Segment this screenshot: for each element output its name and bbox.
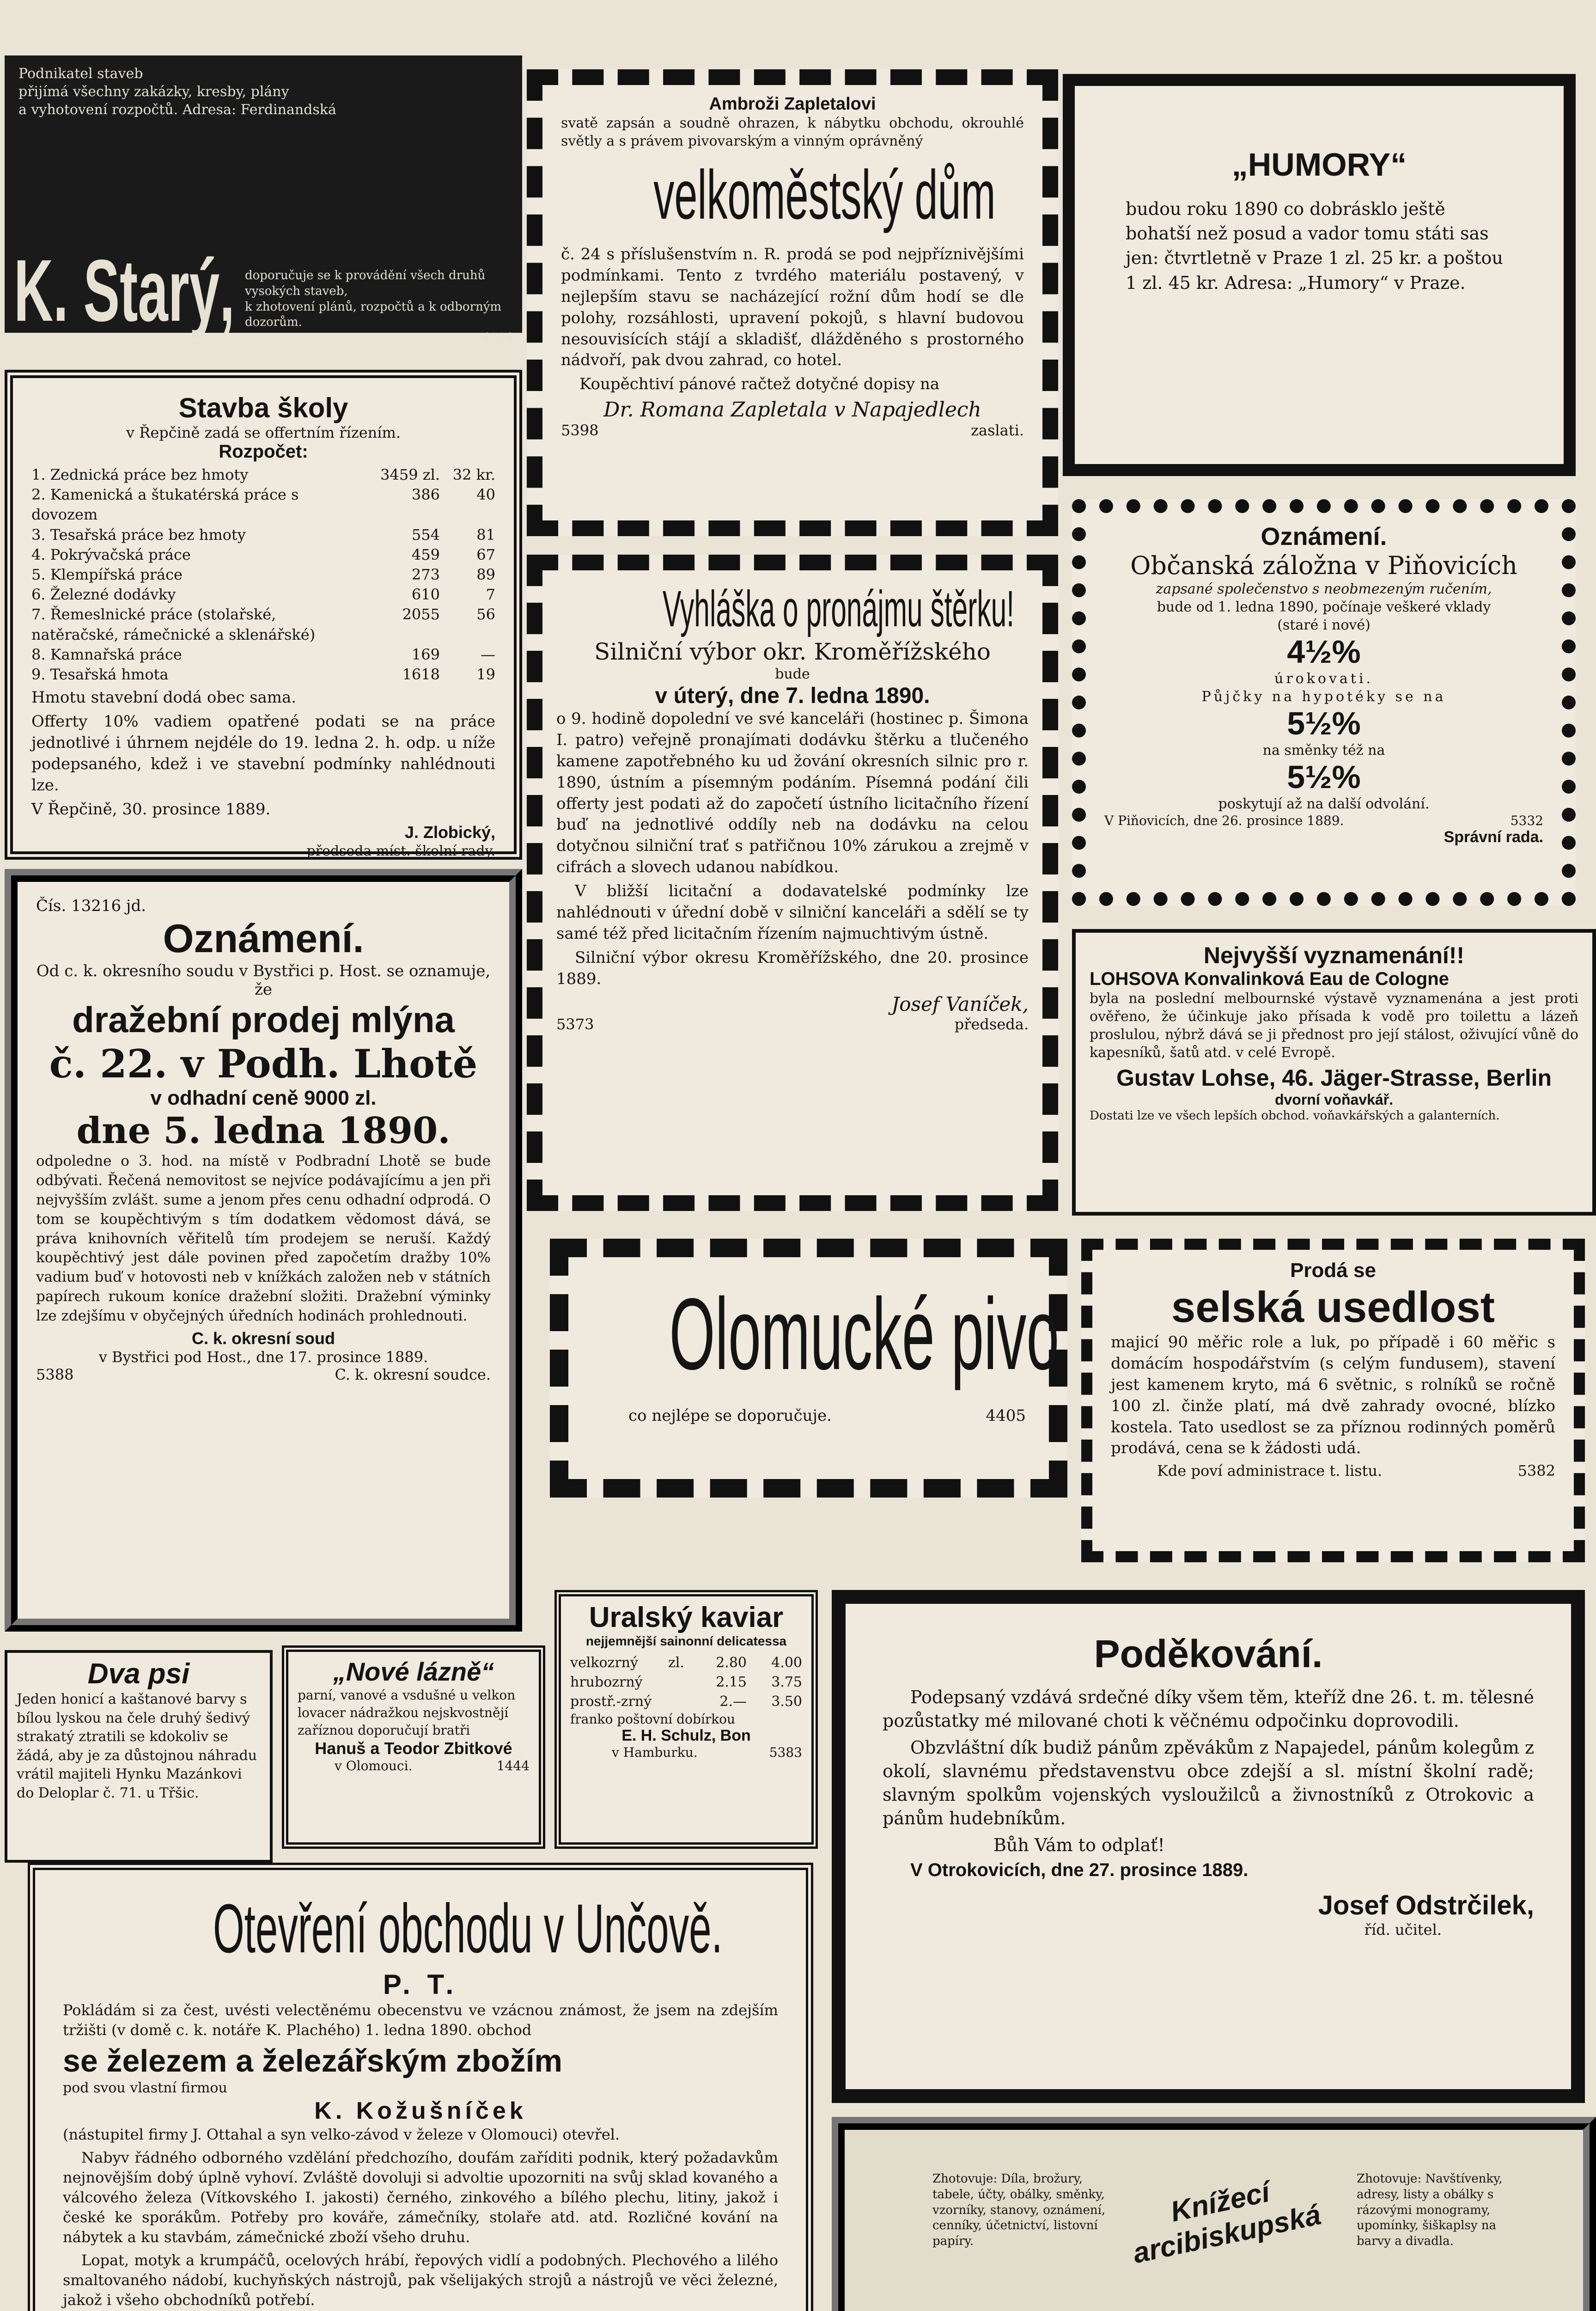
savings-rate: 5½% — [1287, 705, 1361, 741]
top-left-code: 4204 — [482, 331, 513, 345]
savings-line: poskytují až na další odvolání. — [1218, 796, 1430, 812]
budget-zl: 386 — [411, 486, 440, 504]
caviar-price: 2.— — [719, 1694, 747, 1710]
mill-place: č. 22. v Podh. Lhotě — [49, 1041, 478, 1087]
house-sender: Dr. Romana Zapletala v Napajedlech — [603, 398, 981, 422]
dogs-title: Dva psi — [87, 1658, 190, 1690]
budget-zl: 554 — [411, 526, 440, 544]
budget-kr: 56 — [476, 605, 495, 624]
caviar-price: 3.50 — [771, 1694, 802, 1710]
farm-where: Kde poví administrace t. listu. — [1157, 1462, 1383, 1480]
caviar-franko: franko poštovní dobírkou — [570, 1712, 736, 1727]
house-text: č. 24 s příslušenstvím n. R. prodá se pod nejpříznivějšími podmínkami. Tento z tvrdého materiálu postavený, v nejlepším stavu se nacházející rožní dům hodí se dle polohy, rozsáhlosti, upravení pokojů, s hlavní budovou nesouvisících stájí a skladišť, dlážděného s prostorného nádvoří, pak dvou zahrad, co hotel. — [561, 245, 1024, 370]
house-sender-note: zaslati. — [971, 422, 1024, 440]
school-place: V Řepčině, 30. prosince 1889. — [31, 800, 271, 819]
beer-ad — [550, 1239, 1067, 1498]
farm-title: selská usedlost — [1171, 1283, 1495, 1331]
caviar-subtitle: nejjemnější sainonní delicatessa — [585, 1634, 787, 1648]
caviar-row — [570, 1653, 802, 1673]
thanks-text: Bůh Vám to odplať! — [993, 1834, 1165, 1855]
beer-code: 4405 — [986, 1406, 1026, 1425]
budget-label: 9. Tesařská hmota — [31, 665, 169, 683]
caviar-price: 4.00 — [771, 1655, 802, 1671]
gravel-text: V bližší licitační a dodavatelské podmínky lze nahlédnouti v úřední době v silniční kanceláři a sdělí se ty samé též před licitačním řízením najmuchtivým ústně. — [556, 882, 1029, 943]
farm-sale-ad — [1081, 1239, 1585, 1562]
house-intro: svatě zapsán a soudně ohrazen, k nábytku obchodu, okrouhlé světly a s právem pivovarským a vinným oprávněný — [561, 115, 1024, 149]
savings-org: Občanská záložna v Piňovicích — [1130, 551, 1517, 580]
cologne-product: LOHSOVA Konvalinková Eau de Cologne — [1090, 969, 1449, 989]
budget-zl: 3459 zl. — [380, 466, 440, 483]
baths-title: „Nové lázně“ — [333, 1657, 494, 1686]
printing-right-top: Zhotovuje: Navštívenky, adresy, listy a obálky s rázovými monogramy, upomínky, šiškaplsy na barvy a divadla. — [1357, 2172, 1503, 2249]
shop-text: Lopat, motyk a krumpáčů, ocelových hrábí, řepových vidlí a podobných. Plechového a lilého smaltovaného nádobí, kuchyňských nástrojů, pak všelijakých strojů a nástrojů ve věci železné, jakož i všeho obchodníků potřebí. — [63, 2251, 778, 2309]
savings-line: zapsané společenstvo s neobmezeným ručením, — [1156, 581, 1492, 597]
school-construction-ad — [5, 370, 522, 860]
top-left-line: doporučuje se k provádění všech druhů vysokých staveb, — [245, 269, 486, 298]
budget-row — [31, 565, 495, 585]
shop-firm: K. Kožušníček — [314, 2097, 527, 2125]
mill-role: C. k. okresní soudce. — [335, 1365, 491, 1383]
gravel-text: o 9. hodině dopolední ve své kanceláři (hostinec p. Šimona I. patro) veřejně pronajímati dodávku štěrku a tlučeného kamene zapotřebného ku ud žování okresních silnic pro r. 1890, ústním a písemným podáním. Písemná podání čili offerty jest podati až do započetí ústního licitačního řízení buď na jednotlivé oddíly neb na dodávku na celou dotyčnou silniční trať s patřičnou 10% zárukou a zrejmě v cifrách a slovech udanou nabídkou. — [556, 709, 1029, 877]
beer-text: co nejlépe se doporučuje. — [628, 1406, 832, 1425]
house-title: velkoměstský dům — [653, 156, 996, 233]
gravel-signature: Josef Vaníček, — [891, 992, 1029, 1015]
mill-auction-notice — [5, 869, 522, 1632]
savings-line: Půjčky na hypotéky se na — [1201, 689, 1446, 705]
printing-arc-top: Knížecí arcibiskupská — [1130, 2176, 1324, 2270]
printing-house-ad — [832, 2117, 1596, 2311]
savings-line: na směnky též na — [1262, 742, 1385, 758]
budget-row — [31, 645, 495, 665]
house-code: 5398 — [561, 422, 599, 440]
budget-kr: 89 — [476, 565, 495, 583]
caviar-row — [570, 1692, 802, 1712]
humory-text: budou roku 1890 co dobrásklo ještě bohatší než posud a vador tomu státi sas jen: čtvrtletně v Praze 1 zl. 25 kr. a poštou 1 zl. 45 kr. Adresa: „Humory“ v Praze. — [1126, 199, 1503, 293]
school-signature: J. Zlobický, — [404, 823, 495, 842]
thanks-text: Podepsaný vzdává srdečné díky všem těm, kteříž dne 26. t. m. tělesné pozůstatky mé milované choti k věčnému odpočinku doprovodili. — [883, 1687, 1534, 1731]
top-left-line: a vyhotovení rozpočtů. Adresa: Ferdinandská — [18, 102, 336, 118]
house-buyers: Koupěchtiví pánové račtež dotyčné dopisy na — [579, 375, 940, 394]
baths-names: Hanuš a Teodor Zbitkové — [315, 1739, 512, 1758]
gravel-date: v úterý, dne 7. ledna 1890. — [655, 684, 930, 708]
baths-place: v Olomouci. — [335, 1758, 413, 1774]
budget-kr: 19 — [476, 665, 495, 683]
caviar-ad — [554, 1590, 818, 1849]
baths-text: parní, vanové a vsdušné u velkon lovacer nádražkou nejskvostnějí zaříznou doporučují bratři — [298, 1687, 516, 1738]
house-sale-ad — [527, 69, 1058, 536]
thanks-role: říd. učitel. — [1364, 1921, 1442, 1939]
caviar-price: 3.75 — [771, 1674, 802, 1690]
budget-row — [31, 485, 495, 525]
budget-zl: 610 — [411, 586, 440, 604]
budget-zl: 169 — [411, 645, 440, 663]
farm-code: 5382 — [1517, 1462, 1555, 1480]
beer-title: Olomucké pivo — [669, 1277, 1060, 1391]
savings-line: (staré i nové) — [1277, 617, 1371, 633]
thanks-place: V Otrokovicích, dne 27. prosince 1889. — [910, 1860, 1249, 1881]
cologne-title: Nejvyšší vyznamenání!! — [1203, 942, 1465, 968]
budget-label: 6. Železné dodávky — [31, 586, 176, 604]
shop-goods: se železem a železářským zbožím — [63, 2043, 562, 2079]
top-left-line: přijímá všechny zakázky, kresby, plány — [18, 84, 289, 100]
top-left-line: k zhotovení plánů, rozpočtů a k odborným dozorům. — [245, 300, 502, 330]
new-baths-ad — [282, 1645, 545, 1849]
shop-opening-ad — [28, 1863, 813, 2311]
thanks-notice — [832, 1590, 1585, 2103]
budget-row — [31, 605, 495, 644]
mill-code: 5388 — [36, 1365, 74, 1383]
budget-label: 7. Řemeslnické práce (stolařské, natěračské, rámečnické a sklenářské) — [31, 605, 316, 643]
budget-label: 5. Klempířská práce — [31, 565, 183, 583]
top-left-ad — [5, 55, 522, 345]
school-note: Offerty 10% vadiem opatřené podati se na práce jednotlivé i úhrnem nejdéle do 19. ledna 2. h. odp. u níže podepsaného, kdež i ve stavební podmínky nahlédnouti lze. — [31, 712, 495, 795]
printing-left-top: Zhotovuje: Díla, brožury, tabele, účty, obálky, směnky, vzorníky, stanovy, oznámení, cenníky, účetnictví, listovní papíry. — [932, 2172, 1106, 2249]
farm-text: majicí 90 měřic role a luk, po případě i 60 měřic s domácím hospodářstvím (s celým fundusem), stavení jest kamenem kryto, má 6 světnic, s rolníků se ročně 100 zl. činže platí, má dvě zahrady ovocné, blízko kostela. Tato usedlost se za příznou rodinných poměrů prodává, cena se k žádosti udá. — [1111, 1333, 1555, 1458]
savings-bank-ad — [1072, 499, 1576, 906]
budget-label: 4. Pokrývačská práce — [31, 545, 191, 563]
budget-row — [31, 665, 495, 685]
caviar-label: hrubozrný — [570, 1674, 643, 1690]
shop-pt: P. T. — [383, 1969, 458, 2000]
humory-ad — [1063, 74, 1576, 476]
thanks-title: Poděkování. — [1094, 1632, 1323, 1675]
house-header: Ambroži Zapletalovi — [709, 94, 876, 114]
savings-rate: 4½% — [1287, 634, 1361, 670]
budget-kr: 40 — [476, 486, 495, 504]
top-left-name: K. Starý, — [14, 242, 235, 340]
budget-label: 8. Kamnařská práce — [31, 645, 182, 663]
caviar-place: v Hamburku. — [612, 1745, 698, 1760]
gravel-role: předseda. — [954, 1015, 1029, 1033]
farm-top: Prodá se — [1290, 1259, 1376, 1282]
caviar-unit — [668, 1692, 696, 1712]
mill-from: Od c. k. okresního soudu v Bystřici p. Host. se oznamuje, že — [36, 962, 491, 999]
budget-label: 1. Zednická práce bez hmoty — [31, 466, 249, 483]
savings-rate: 5½% — [1287, 759, 1361, 795]
shop-title: Otevření obchodu v Unčově. — [213, 1889, 723, 1967]
cologne-seller: Gustav Lohse, 46. Jäger-Strasse, Berlin — [1116, 1065, 1552, 1091]
budget-label: 3. Tesařská práce bez hmoty — [31, 526, 246, 544]
mill-signature: C. k. okresní soud — [191, 1328, 335, 1348]
shop-firm-pre: pod svou vlastní firmou — [63, 2080, 227, 2097]
savings-title: Oznámení. — [1261, 523, 1387, 550]
savings-sign: Správní rada. — [1444, 828, 1543, 846]
budget-kr: 32 kr. — [452, 466, 495, 483]
budget-label: 2. Kamenická a štukatérská práce s dovozem — [31, 486, 299, 524]
caviar-price: 2.15 — [716, 1674, 747, 1690]
school-note: Hmotu stavební dodá obec sama. — [31, 688, 297, 707]
caviar-price: 2.80 — [716, 1655, 747, 1671]
budget-zl: 2055 — [402, 605, 440, 624]
gravel-authority: Silniční výbor okr. Kroměřížského — [594, 638, 991, 665]
humory-title: „HUMORY“ — [1231, 147, 1407, 183]
budget-zl: 459 — [411, 545, 440, 563]
gravel-place: Silniční výbor okresu Kroměřížského, dne 20. prosince 1889. — [556, 948, 1029, 988]
budget-row — [31, 465, 495, 485]
dogs-text: Jeden honicí a kaštanové barvy s bílou lyskou na čele druhý šedivý strakatý ztratili se kdokoliv se žádá, aby je za důstojnou náhradu vrátil majiteli Hynku Mazánkovi do Deloplar č. 71. u Třšic. — [17, 1691, 257, 1801]
budget-kr: 7 — [486, 586, 495, 604]
gravel-lease-ad — [527, 555, 1058, 1211]
mill-date: dne 5. ledna 1890. — [76, 1110, 451, 1152]
thanks-signature: Josef Odstrčilek, — [1318, 1890, 1534, 1921]
caviar-unit — [668, 1673, 696, 1692]
budget-row — [31, 545, 495, 565]
mill-date-line: v Bystřici pod Host., dne 17. prosince 1889. — [98, 1348, 428, 1366]
cologne-text: byla na poslední melbournské výstavě vyznamenána a jest proti ověřeno, že účinkuje jako přísada k vodě pro toilettu a lázeň proslulou, nýbrž dává se ji přednost pro její stálost, oživující vůně do kapesníků, šatů atd. v celé Evropě. — [1090, 990, 1578, 1061]
savings-place: V Piňovicích, dne 26. prosince 1889. — [1104, 813, 1344, 828]
budget-zl: 1618 — [402, 665, 440, 683]
mill-sale: dražební prodej mlýna — [72, 999, 455, 1040]
school-signature-role: předseda míst. školní rady. — [306, 843, 495, 860]
caviar-label: velkozrný — [570, 1655, 638, 1671]
caviar-label: prostř.-zrný — [570, 1694, 652, 1710]
cologne-note: Dostati lze ve všech lepších obchod. voňavkářských a galanterních. — [1090, 1109, 1500, 1123]
baths-code: 1444 — [496, 1758, 530, 1774]
gravel-bude: bude — [775, 666, 810, 682]
thanks-text: Obzvláštní dík budiž pánům zpěvákům z Napajedel, pánům kolegům z okolí, slavnému představenstvu obce zdejší a sl. místní školní radě; slavným spolkům vojenských vysloužilců a živnostníků z Otrokovic a pánům hudebníkům. — [883, 1737, 1534, 1829]
savings-code: 5332 — [1510, 813, 1543, 828]
school-budget-heading: Rozpočet: — [219, 441, 308, 462]
shop-text: (nástupitel firmy J. Ottahal a syn velko-závod v železe v Olomouci) otevřel. — [63, 2126, 620, 2144]
mill-text: odpoledne o 3. hod. na místě v Podbradní Lhotě se bude odbývati. Řečená nemovitost se nejvíce podávajícímu a jen při nejvyšším zvlášt. sume a jenom přes cenu odhadní odprodá. O tom se koupěchtivým s tím dodatkem vědomost dává, se práva knihovních věřitelů tím prodejem se neruší. Každý koupěchtivý jest dále povinen před započetím dražby 10% vadium buď v hotovosti neb v knížkách založen neb v státních papírech rukoum koníce dražební složiti. Dražební výminky lze zdejšímu v obyčejných úředních hodinách prohlednouti. — [36, 1153, 491, 1324]
mill-title: Oznámení. — [163, 917, 364, 961]
shop-text: Nabyv řádného odborného vzdělání předchozího, doufám zaříditi podnik, který požadavkům nejnovějším dobý úplně vyhoví. Zvláště dovoluji si advoltie upozorniti na svůj sklad kovaného a válcového železa (Vítkovského I. jakosti) černého, zinkového a bílého plechu, litiny, jakož i české ke sporákům. Potřeby pro kováře, zámečníky, stolaře atd. atd. Rozličné kování na nábytek a ku stavbám, zámečnické zboží všeho druhu. — [63, 2148, 778, 2246]
caviar-row — [570, 1673, 802, 1692]
caviar-seller: E. H. Schulz, Bon — [621, 1727, 751, 1744]
top-left-line: Podnikatel staveb — [18, 66, 143, 82]
cologne-role: dvorní voňavkář. — [1274, 1091, 1394, 1108]
shop-text: Pokládám si za čest, uvésti velectěnému obecenstvu ve vzácnou známost, že jsem na zdejším tržišti (v domě c. k. notáře K. Plachého) 1. ledna 1890. obchod — [63, 2001, 778, 2039]
caviar-code: 5383 — [769, 1745, 802, 1760]
budget-kr: — — [481, 645, 495, 663]
caviar-unit: zl. — [668, 1655, 684, 1671]
gravel-title: Vyhláška o pronájmu štěrku! — [662, 581, 1015, 637]
school-subtitle: v Řepčině zadá se offertním řízením. — [126, 424, 401, 441]
budget-row — [31, 525, 495, 545]
lost-dogs-ad — [5, 1650, 273, 1863]
caviar-title: Uralský kaviar — [589, 1602, 784, 1633]
savings-line: úrokovati. — [1274, 671, 1373, 687]
budget-zl: 273 — [411, 565, 440, 583]
savings-line: bude od 1. ledna 1890, počínaje veškeré vklady — [1157, 599, 1491, 615]
cologne-ad — [1072, 929, 1596, 1216]
gravel-code: 5373 — [556, 1015, 594, 1033]
budget-kr: 81 — [476, 526, 495, 544]
mill-number: Čís. 13216 jd. — [36, 897, 146, 915]
school-title: Stavba školy — [178, 392, 348, 423]
mill-price: v odhadní ceně 9000 zl. — [150, 1087, 377, 1110]
budget-row — [31, 585, 495, 605]
budget-kr: 67 — [476, 545, 495, 563]
